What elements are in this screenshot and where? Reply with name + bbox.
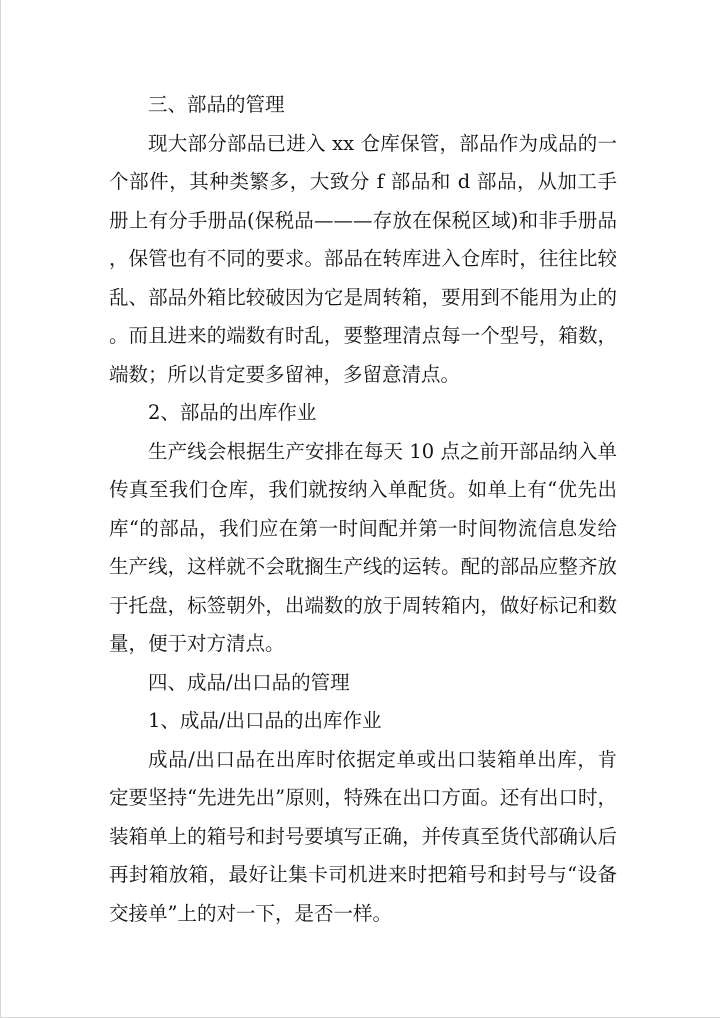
paragraph-finished-goods-outbound: 成品/出口品在出库时依据定单或出口装箱单出库，肯定要坚持“先进先出”原则，特殊在出口方面。还有出口时，装箱单上的箱号和封号要填写正确，并传真至货代部确认后再封箱放箱，最好让集卡司机进来时把箱号和封号与“设备交接单”上的对一下，是否一样。 <box>109 747 617 925</box>
paragraph-parts-storage: 现大部分部品已进入 xx 仓库保管，部品作为成品的一个部件，其种类繁多，大致分 f 部品和 d 部品，从加工手册上有分手册品(保税品———存放在保税区域)和非手册品，保管也有不同的要求。部品在转库进入仓库时，往往比较乱、部品外箱比较破因为它是周转箱，要用到不能用为止的。而且进来的端数有时乱，要整理清点每一个型号，箱数，端数；所以肯定要多留神，多留意清点。 <box>109 131 617 386</box>
document-body <box>109 86 617 933</box>
section-heading-parts-management: 三、部品的管理 <box>148 93 285 116</box>
subsection-heading-finished-goods-outbound: 1、成品/出口品的出库作业 <box>148 709 382 732</box>
section-heading-finished-goods-management: 四、成品/出口品的管理 <box>148 670 350 694</box>
paragraph-parts-outbound: 生产线会根据生产安排在每天 10 点之前开部品纳入单传真至我们仓库，我们就按纳入单配货。如单上有“优先出库“的部品，我们应在第一时间配并第一时间物流信息发给生产线，这样就不会耽搁生产线的运转。配的部品应整齐放于托盘，标签朝外，出端数的放于周转箱内，做好标记和数量，便于对方清点。 <box>109 439 617 655</box>
subsection-heading-parts-outbound: 2、部品的出库作业 <box>148 401 317 424</box>
